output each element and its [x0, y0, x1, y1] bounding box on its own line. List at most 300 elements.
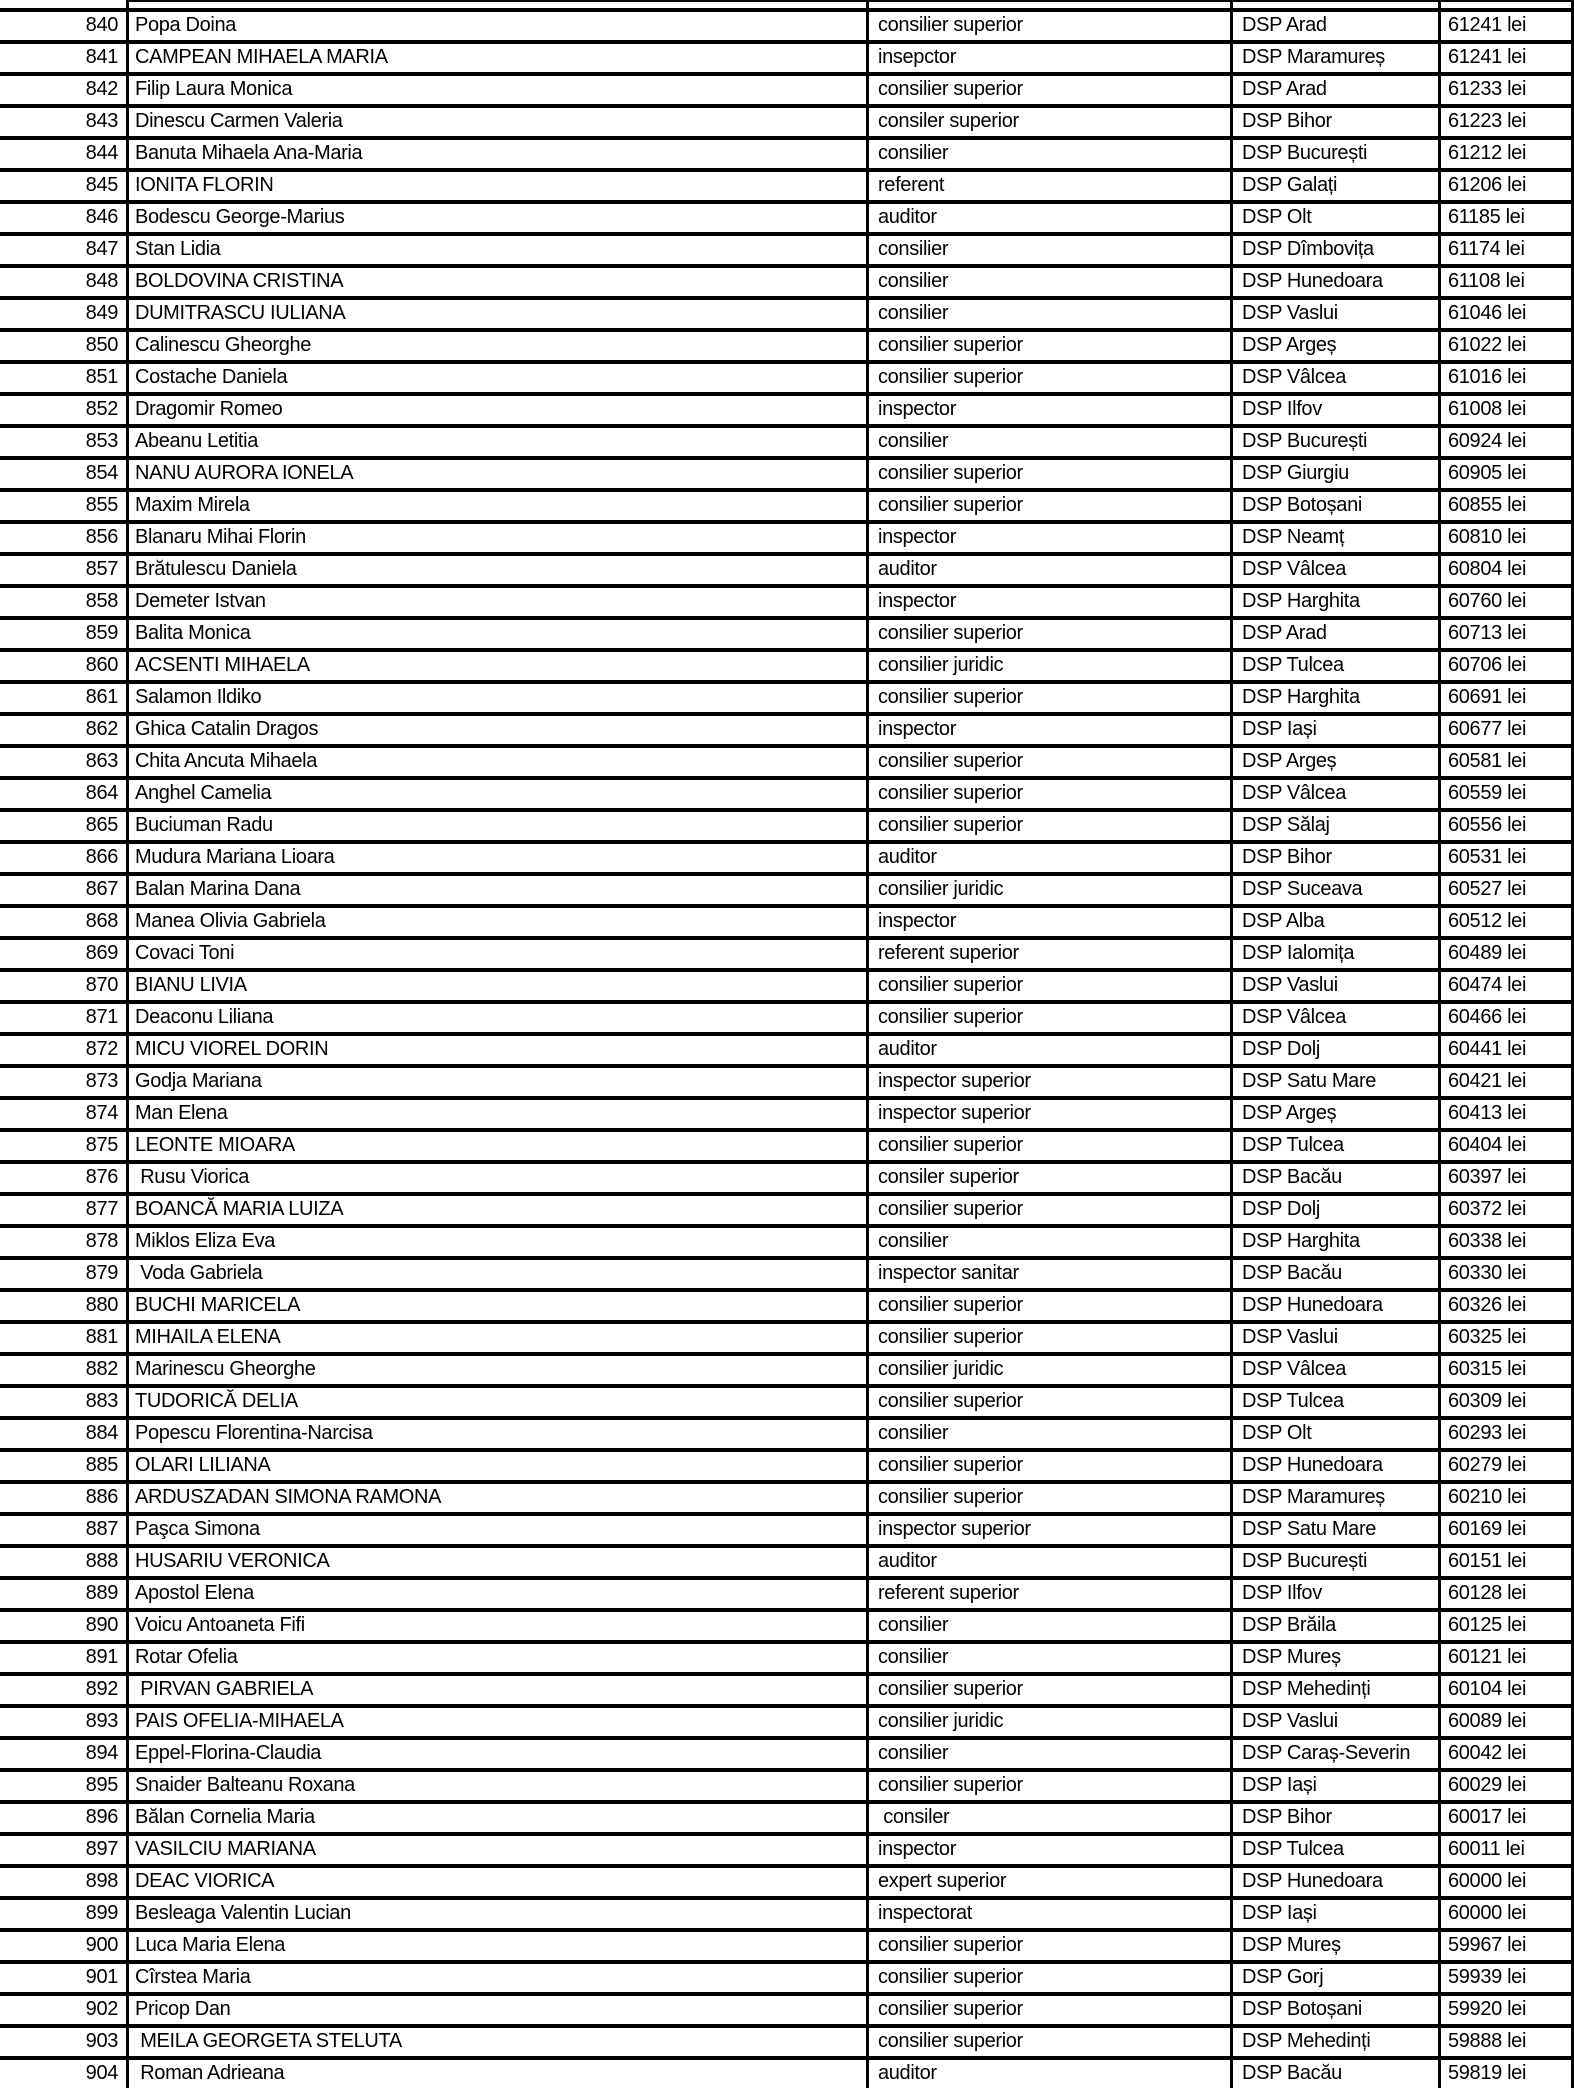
cell-salary: 61241 lei [1441, 44, 1574, 72]
cell-salary: 60531 lei [1441, 844, 1574, 872]
cell-institution: DSP Argeș [1233, 1100, 1441, 1128]
cell-function: consilier superior [869, 1772, 1233, 1800]
table-row [0, 328, 1574, 360]
cell-salary: 61022 lei [1441, 332, 1574, 360]
cell-row-number: 849 [0, 300, 129, 328]
cell-salary: 60325 lei [1441, 1324, 1574, 1352]
cell-row-number: 856 [0, 524, 129, 552]
cell-row-number: 846 [0, 204, 129, 232]
cell-institution: DSP Satu Mare [1233, 1068, 1441, 1096]
table-row [0, 104, 1574, 136]
cell-row-number: 847 [0, 236, 129, 264]
cell-row-number: 899 [0, 1900, 129, 1928]
cell-name: Covaci Toni [129, 940, 869, 968]
cell-salary: 60855 lei [1441, 492, 1574, 520]
cell-institution: DSP Vâlcea [1233, 556, 1441, 584]
table-row [0, 1192, 1574, 1224]
cell-row-number: 868 [0, 908, 129, 936]
cell-institution: DSP Olt [1233, 1420, 1441, 1448]
cell-institution: DSP Arad [1233, 620, 1441, 648]
cell-function: inspector [869, 1836, 1233, 1864]
table-row [0, 136, 1574, 168]
cell-salary: 60372 lei [1441, 1196, 1574, 1224]
table-row [0, 744, 1574, 776]
cell-name: MEILA GEORGETA STELUTA [129, 2028, 869, 2056]
cell-function: consilier superior [869, 76, 1233, 104]
cell-function: auditor [869, 556, 1233, 584]
cell-name: DEAC VIORICA [129, 1868, 869, 1896]
cell-name: Snaider Balteanu Roxana [129, 1772, 869, 1800]
cell-name: BUCHI MARICELA [129, 1292, 869, 1320]
table-row [0, 1896, 1574, 1928]
cell-institution: DSP Bihor [1233, 844, 1441, 872]
cell-function: referent superior [869, 1580, 1233, 1608]
cell-salary: 60413 lei [1441, 1100, 1574, 1128]
cell-salary: 60474 lei [1441, 972, 1574, 1000]
cell-salary: 60489 lei [1441, 940, 1574, 968]
cell-name: Besleaga Valentin Lucian [129, 1900, 869, 1928]
cell-name [129, 0, 869, 8]
cell-function: consilier superior [869, 1452, 1233, 1480]
cell-name: MIHAILA ELENA [129, 1324, 869, 1352]
cell-function: consilier superior [869, 748, 1233, 776]
cell-function: consilier [869, 268, 1233, 296]
cell-function: inspector superior [869, 1100, 1233, 1128]
cell-salary: 61108 lei [1441, 268, 1574, 296]
cell-function: consilier superior [869, 1996, 1233, 2024]
cell-name: Buciuman Radu [129, 812, 869, 840]
cell-salary: 60691 lei [1441, 684, 1574, 712]
cell-row-number: 880 [0, 1292, 129, 1320]
cell-function: consiler superior [869, 108, 1233, 136]
cell-row-number [0, 0, 129, 8]
cell-name: Demeter Istvan [129, 588, 869, 616]
cell-institution: DSP București [1233, 1548, 1441, 1576]
cell-function: referent [869, 172, 1233, 200]
cell-salary: 60279 lei [1441, 1452, 1574, 1480]
cell-function: consilier [869, 428, 1233, 456]
cell-institution: DSP Mehedinți [1233, 1676, 1441, 1704]
cell-function: inspector [869, 396, 1233, 424]
cell-row-number: 885 [0, 1452, 129, 1480]
cell-salary: 60559 lei [1441, 780, 1574, 808]
cell-salary: 60315 lei [1441, 1356, 1574, 1384]
table-row [0, 1000, 1574, 1032]
cell-row-number: 879 [0, 1260, 129, 1288]
table-row [0, 168, 1574, 200]
cell-function: consilier [869, 300, 1233, 328]
cell-institution: DSP Tulcea [1233, 1836, 1441, 1864]
cell-institution: DSP Galați [1233, 172, 1441, 200]
cell-institution: DSP Maramureș [1233, 44, 1441, 72]
cell-function: consilier [869, 1228, 1233, 1256]
cell-institution: DSP Ialomița [1233, 940, 1441, 968]
cell-institution: DSP București [1233, 140, 1441, 168]
cell-institution: DSP Giurgiu [1233, 460, 1441, 488]
cell-institution: DSP Tulcea [1233, 1388, 1441, 1416]
table-row [0, 488, 1574, 520]
table-row [0, 72, 1574, 104]
cell-name: TUDORICĂ DELIA [129, 1388, 869, 1416]
cell-row-number: 893 [0, 1708, 129, 1736]
cell-salary: 60011 lei [1441, 1836, 1574, 1864]
cell-function: auditor [869, 1548, 1233, 1576]
cell-row-number: 904 [0, 2060, 129, 2088]
cell-name: Balita Monica [129, 620, 869, 648]
cell-institution: DSP Gorj [1233, 1964, 1441, 1992]
table-row [0, 456, 1574, 488]
cell-institution: DSP Bihor [1233, 108, 1441, 136]
table-row [0, 1960, 1574, 1992]
cell-name: Anghel Camelia [129, 780, 869, 808]
cell-institution: DSP Vaslui [1233, 1708, 1441, 1736]
cell-salary: 59888 lei [1441, 2028, 1574, 2056]
cell-salary: 60556 lei [1441, 812, 1574, 840]
cell-row-number: 890 [0, 1612, 129, 1640]
cell-function: consilier superior [869, 2028, 1233, 2056]
cell-row-number: 881 [0, 1324, 129, 1352]
table-row [0, 1352, 1574, 1384]
cell-salary: 61016 lei [1441, 364, 1574, 392]
cell-institution: DSP Vaslui [1233, 1324, 1441, 1352]
table-row [0, 584, 1574, 616]
cell-institution: DSP Arad [1233, 76, 1441, 104]
table-row [0, 776, 1574, 808]
cell-name: Bălan Cornelia Maria [129, 1804, 869, 1832]
cell-name: Ghica Catalin Dragos [129, 716, 869, 744]
cell-institution: DSP Vâlcea [1233, 1356, 1441, 1384]
cell-name: Luca Maria Elena [129, 1932, 869, 1960]
cell-name: Filip Laura Monica [129, 76, 869, 104]
table-row [0, 520, 1574, 552]
cell-name: Deaconu Liliana [129, 1004, 869, 1032]
cell-name: ACSENTI MIHAELA [129, 652, 869, 680]
table-row [0, 1384, 1574, 1416]
cell-row-number: 870 [0, 972, 129, 1000]
cell-name: Chita Ancuta Mihaela [129, 748, 869, 776]
table-row [0, 2024, 1574, 2056]
cell-salary: 60326 lei [1441, 1292, 1574, 1320]
cell-name: Voda Gabriela [129, 1260, 869, 1288]
cell-institution: DSP Brăila [1233, 1612, 1441, 1640]
cell-row-number: 892 [0, 1676, 129, 1704]
cell-function: consilier juridic [869, 1356, 1233, 1384]
cell-row-number: 874 [0, 1100, 129, 1128]
cell-function: consilier superior [869, 332, 1233, 360]
table-row [0, 1928, 1574, 1960]
table-row [0, 1224, 1574, 1256]
cell-function: auditor [869, 2060, 1233, 2088]
cell-name: Mudura Mariana Lioara [129, 844, 869, 872]
cell-row-number: 875 [0, 1132, 129, 1160]
cell-function: consilier superior [869, 1324, 1233, 1352]
table-row [0, 1064, 1574, 1096]
cell-salary: 60338 lei [1441, 1228, 1574, 1256]
cell-row-number: 840 [0, 12, 129, 40]
table-row [0, 1160, 1574, 1192]
cell-salary: 60512 lei [1441, 908, 1574, 936]
cell-salary: 61008 lei [1441, 396, 1574, 424]
cell-row-number: 883 [0, 1388, 129, 1416]
cell-salary: 60128 lei [1441, 1580, 1574, 1608]
cell-function: expert superior [869, 1868, 1233, 1896]
table-row [0, 40, 1574, 72]
cell-row-number: 851 [0, 364, 129, 392]
cell-salary: 60309 lei [1441, 1388, 1574, 1416]
cell-institution: DSP Harghita [1233, 1228, 1441, 1256]
cell-salary: 60905 lei [1441, 460, 1574, 488]
clipped-row-top [0, 0, 1574, 8]
cell-salary: 60397 lei [1441, 1164, 1574, 1192]
cell-salary: 60706 lei [1441, 652, 1574, 680]
table-row [0, 904, 1574, 936]
cell-salary: 60042 lei [1441, 1740, 1574, 1768]
cell-row-number: 842 [0, 76, 129, 104]
cell-institution: DSP Bihor [1233, 1804, 1441, 1832]
cell-institution: DSP Iași [1233, 1900, 1441, 1928]
table-row [0, 1512, 1574, 1544]
table-row [0, 2056, 1574, 2088]
cell-row-number: 848 [0, 268, 129, 296]
cell-salary: 60104 lei [1441, 1676, 1574, 1704]
cell-institution: DSP Vâlcea [1233, 1004, 1441, 1032]
cell-name: PIRVAN GABRIELA [129, 1676, 869, 1704]
cell-institution [1233, 0, 1441, 8]
cell-name: Costache Daniela [129, 364, 869, 392]
table-row [0, 1320, 1574, 1352]
cell-institution: DSP Arad [1233, 12, 1441, 40]
table-row [0, 616, 1574, 648]
table-row [0, 936, 1574, 968]
cell-salary: 60121 lei [1441, 1644, 1574, 1672]
cell-institution: DSP Bacău [1233, 2060, 1441, 2088]
cell-institution: DSP Hunedoara [1233, 1452, 1441, 1480]
cell-salary: 61223 lei [1441, 108, 1574, 136]
cell-salary: 60000 lei [1441, 1900, 1574, 1928]
cell-name: Banuta Mihaela Ana-Maria [129, 140, 869, 168]
cell-function: inspector superior [869, 1068, 1233, 1096]
cell-name: Brătulescu Daniela [129, 556, 869, 584]
cell-name: VASILCIU MARIANA [129, 1836, 869, 1864]
cell-institution: DSP Botoșani [1233, 1996, 1441, 2024]
cell-institution: DSP Argeș [1233, 332, 1441, 360]
cell-row-number: 889 [0, 1580, 129, 1608]
cell-row-number: 900 [0, 1932, 129, 1960]
cell-function: consilier superior [869, 684, 1233, 712]
cell-name: Marinescu Gheorghe [129, 1356, 869, 1384]
cell-function: inspector [869, 716, 1233, 744]
cell-name: Cîrstea Maria [129, 1964, 869, 1992]
cell-salary: 60293 lei [1441, 1420, 1574, 1448]
cell-institution: DSP Maramureș [1233, 1484, 1441, 1512]
cell-salary: 60017 lei [1441, 1804, 1574, 1832]
cell-institution: DSP Argeș [1233, 748, 1441, 776]
table-row [0, 648, 1574, 680]
cell-row-number: 858 [0, 588, 129, 616]
cell-name: Blanaru Mihai Florin [129, 524, 869, 552]
cell-row-number: 896 [0, 1804, 129, 1832]
cell-function: consilier superior [869, 1292, 1233, 1320]
cell-function: consilier [869, 1612, 1233, 1640]
cell-salary: 59920 lei [1441, 1996, 1574, 2024]
table-row [0, 200, 1574, 232]
cell-function: consilier superior [869, 1004, 1233, 1032]
cell-name: Voicu Antoaneta Fifi [129, 1612, 869, 1640]
cell-name: Popescu Florentina-Narcisa [129, 1420, 869, 1448]
cell-institution: DSP Satu Mare [1233, 1516, 1441, 1544]
cell-function: consiler [869, 1804, 1233, 1832]
cell-name: Apostol Elena [129, 1580, 869, 1608]
cell-row-number: 901 [0, 1964, 129, 1992]
cell-row-number: 865 [0, 812, 129, 840]
cell-salary: 61212 lei [1441, 140, 1574, 168]
cell-row-number: 861 [0, 684, 129, 712]
cell-institution: DSP Ilfov [1233, 396, 1441, 424]
cell-salary: 60029 lei [1441, 1772, 1574, 1800]
cell-function: consilier superior [869, 460, 1233, 488]
cell-name: BOLDOVINA CRISTINA [129, 268, 869, 296]
table-row [0, 552, 1574, 584]
table-row [0, 264, 1574, 296]
cell-name: LEONTE MIOARA [129, 1132, 869, 1160]
cell-institution: DSP Bacău [1233, 1164, 1441, 1192]
table-row [0, 712, 1574, 744]
cell-row-number: 888 [0, 1548, 129, 1576]
cell-function: consilier superior [869, 780, 1233, 808]
table-row [0, 1448, 1574, 1480]
cell-function: consilier [869, 1740, 1233, 1768]
cell-function: auditor [869, 1036, 1233, 1064]
cell-name: ARDUSZADAN SIMONA RAMONA [129, 1484, 869, 1512]
cell-row-number: 857 [0, 556, 129, 584]
cell-function: consilier juridic [869, 876, 1233, 904]
cell-row-number: 852 [0, 396, 129, 424]
cell-row-number: 863 [0, 748, 129, 776]
cell-function: consilier [869, 1644, 1233, 1672]
table-row [0, 392, 1574, 424]
cell-row-number: 866 [0, 844, 129, 872]
cell-function: consilier [869, 140, 1233, 168]
cell-institution: DSP Tulcea [1233, 1132, 1441, 1160]
cell-institution: DSP Botoșani [1233, 492, 1441, 520]
cell-institution: DSP Neamț [1233, 524, 1441, 552]
cell-name: Eppel-Florina-Claudia [129, 1740, 869, 1768]
cell-salary: 59819 lei [1441, 2060, 1574, 2088]
cell-function: consilier superior [869, 812, 1233, 840]
table-row [0, 968, 1574, 1000]
cell-salary: 60527 lei [1441, 876, 1574, 904]
cell-salary: 61174 lei [1441, 236, 1574, 264]
table-row [0, 1608, 1574, 1640]
cell-name: Rotar Ofelia [129, 1644, 869, 1672]
cell-name: Balan Marina Dana [129, 876, 869, 904]
cell-name: Calinescu Gheorghe [129, 332, 869, 360]
cell-function: inspector [869, 524, 1233, 552]
cell-function: consilier superior [869, 364, 1233, 392]
cell-salary: 60169 lei [1441, 1516, 1574, 1544]
cell-institution: DSP Dolj [1233, 1036, 1441, 1064]
cell-institution: DSP Caraș-Severin [1233, 1740, 1441, 1768]
cell-function: referent superior [869, 940, 1233, 968]
cell-name: IONITA FLORIN [129, 172, 869, 200]
table-row [0, 1480, 1574, 1512]
cell-function: consilier [869, 236, 1233, 264]
table-row [0, 1576, 1574, 1608]
table-row [0, 1832, 1574, 1864]
table-row [0, 1800, 1574, 1832]
table-row [0, 1416, 1574, 1448]
cell-name: Maxim Mirela [129, 492, 869, 520]
cell-institution: DSP Vâlcea [1233, 364, 1441, 392]
cell-salary: 60330 lei [1441, 1260, 1574, 1288]
table-row [0, 872, 1574, 904]
cell-salary: 60581 lei [1441, 748, 1574, 776]
cell-function: consilier superior [869, 1676, 1233, 1704]
cell-row-number: 878 [0, 1228, 129, 1256]
cell-institution: DSP Ilfov [1233, 1580, 1441, 1608]
cell-salary: 60210 lei [1441, 1484, 1574, 1512]
cell-row-number: 854 [0, 460, 129, 488]
cell-institution: DSP Vaslui [1233, 972, 1441, 1000]
cell-institution: DSP București [1233, 428, 1441, 456]
table-row [0, 1736, 1574, 1768]
cell-institution: DSP Hunedoara [1233, 1868, 1441, 1896]
cell-row-number: 855 [0, 492, 129, 520]
table-row [0, 1128, 1574, 1160]
cell-function: consilier superior [869, 1132, 1233, 1160]
cell-name: CAMPEAN MIHAELA MARIA [129, 44, 869, 72]
cell-salary: 60404 lei [1441, 1132, 1574, 1160]
table-row [0, 808, 1574, 840]
cell-salary: 60089 lei [1441, 1708, 1574, 1736]
cell-institution: DSP Mureș [1233, 1932, 1441, 1960]
cell-institution: DSP Vâlcea [1233, 780, 1441, 808]
cell-salary: 61046 lei [1441, 300, 1574, 328]
table-row [0, 1992, 1574, 2024]
cell-row-number: 845 [0, 172, 129, 200]
cell-function: inspectorat [869, 1900, 1233, 1928]
cell-salary [1441, 0, 1574, 8]
cell-row-number: 894 [0, 1740, 129, 1768]
cell-row-number: 898 [0, 1868, 129, 1896]
cell-function: inspector superior [869, 1516, 1233, 1544]
cell-salary: 60125 lei [1441, 1612, 1574, 1640]
cell-institution: DSP Tulcea [1233, 652, 1441, 680]
table-row [0, 1640, 1574, 1672]
cell-function: consilier superior [869, 12, 1233, 40]
cell-name: MICU VIOREL DORIN [129, 1036, 869, 1064]
cell-institution: DSP Harghita [1233, 684, 1441, 712]
cell-institution: DSP Harghita [1233, 588, 1441, 616]
cell-salary: 60760 lei [1441, 588, 1574, 616]
cell-name: DUMITRASCU IULIANA [129, 300, 869, 328]
cell-name: Abeanu Letitia [129, 428, 869, 456]
cell-salary: 60677 lei [1441, 716, 1574, 744]
cell-row-number: 862 [0, 716, 129, 744]
table-row [0, 840, 1574, 872]
cell-salary: 59967 lei [1441, 1932, 1574, 1960]
cell-row-number: 860 [0, 652, 129, 680]
cell-institution: DSP Vaslui [1233, 300, 1441, 328]
cell-institution: DSP Hunedoara [1233, 268, 1441, 296]
cell-row-number: 869 [0, 940, 129, 968]
cell-institution: DSP Bacău [1233, 1260, 1441, 1288]
cell-salary: 60000 lei [1441, 1868, 1574, 1896]
cell-row-number: 844 [0, 140, 129, 168]
cell-name: Man Elena [129, 1100, 869, 1128]
cell-function: inspector sanitar [869, 1260, 1233, 1288]
cell-row-number: 871 [0, 1004, 129, 1032]
